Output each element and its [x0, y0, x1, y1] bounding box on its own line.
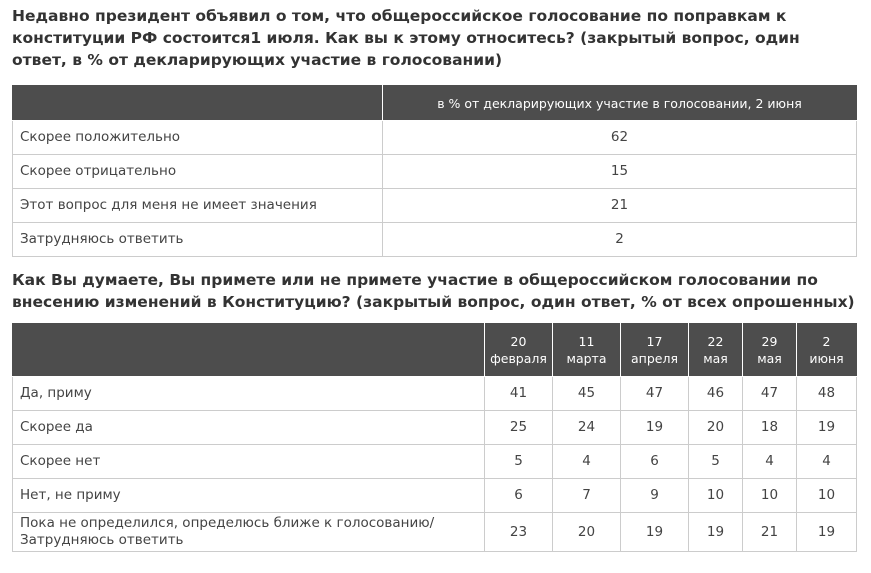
- row-value: 19: [797, 411, 857, 445]
- header-date: 2 июня: [797, 324, 857, 377]
- table-row: [13, 155, 857, 189]
- table-row: [13, 513, 857, 552]
- table-row: [13, 377, 857, 411]
- row-value: 19: [621, 411, 689, 445]
- row-value: 25: [485, 411, 553, 445]
- row-value: 9: [621, 479, 689, 513]
- question-1-table: [12, 85, 857, 257]
- question-2-table: [12, 323, 857, 552]
- row-value: 10: [689, 479, 743, 513]
- row-label: Скорее нет: [13, 445, 485, 479]
- row-value: 24: [553, 411, 621, 445]
- row-value: 6: [485, 479, 553, 513]
- row-value: 5: [689, 445, 743, 479]
- row-value: 20: [689, 411, 743, 445]
- table-row: [13, 121, 857, 155]
- row-label: Скорее отрицательно: [13, 155, 383, 189]
- table-row: [13, 223, 857, 257]
- question-2-title: Как Вы думаете, Вы примете или не примете участие в общероссийском голосовании по внесению изменений в Конституцию? (закрытый вопрос, один ответ, % от всех опрошенных): [12, 271, 855, 311]
- row-value: 62: [383, 121, 857, 155]
- row-label: Да, приму: [13, 377, 485, 411]
- row-value: 21: [383, 189, 857, 223]
- row-label: Пока не определился, определюсь ближе к голосованию/ Затрудняюсь ответить: [13, 513, 485, 552]
- row-label: Скорее да: [13, 411, 485, 445]
- row-label: Затрудняюсь ответить: [13, 223, 383, 257]
- table-header-row: [13, 324, 857, 377]
- row-value: 10: [797, 479, 857, 513]
- row-value: 19: [797, 513, 857, 552]
- row-value: 19: [689, 513, 743, 552]
- row-value: 4: [797, 445, 857, 479]
- row-value: 47: [621, 377, 689, 411]
- row-value: 21: [743, 513, 797, 552]
- row-label: Нет, не приму: [13, 479, 485, 513]
- row-value: 23: [485, 513, 553, 552]
- header-date: 17 апреля: [621, 324, 689, 377]
- header-cell-blank: [13, 86, 383, 121]
- row-value: 18: [743, 411, 797, 445]
- row-value: 10: [743, 479, 797, 513]
- table-row: [13, 411, 857, 445]
- row-value: 4: [553, 445, 621, 479]
- table-row: [13, 479, 857, 513]
- row-value: 5: [485, 445, 553, 479]
- row-value: 6: [621, 445, 689, 479]
- header-date: 20 февраля: [485, 324, 553, 377]
- question-1-title: Недавно президент объявил о том, что общероссийское голосование по поправкам к конституции РФ состоится1 июля. Как вы к этому относитесь? (закрытый вопрос, один ответ, в % от декларирующих участие в голосовании): [12, 7, 800, 69]
- row-value: 19: [621, 513, 689, 552]
- table-row: [13, 189, 857, 223]
- row-value: 47: [743, 377, 797, 411]
- row-value: 41: [485, 377, 553, 411]
- row-value: 46: [689, 377, 743, 411]
- row-value: 7: [553, 479, 621, 513]
- row-value: 4: [743, 445, 797, 479]
- header-cell-percent: в % от декларирующих участие в голосовании, 2 июня: [383, 86, 857, 121]
- row-value: 15: [383, 155, 857, 189]
- row-value: 2: [383, 223, 857, 257]
- row-label: Скорее положительно: [13, 121, 383, 155]
- header-date: 29 мая: [743, 324, 797, 377]
- row-value: 20: [553, 513, 621, 552]
- table-header-row: [13, 86, 857, 121]
- row-label: Этот вопрос для меня не имеет значения: [13, 189, 383, 223]
- row-value: 48: [797, 377, 857, 411]
- row-value: 45: [553, 377, 621, 411]
- table-row: [13, 445, 857, 479]
- header-cell-blank: [13, 324, 485, 377]
- header-date: 11 марта: [553, 324, 621, 377]
- header-date: 22 мая: [689, 324, 743, 377]
